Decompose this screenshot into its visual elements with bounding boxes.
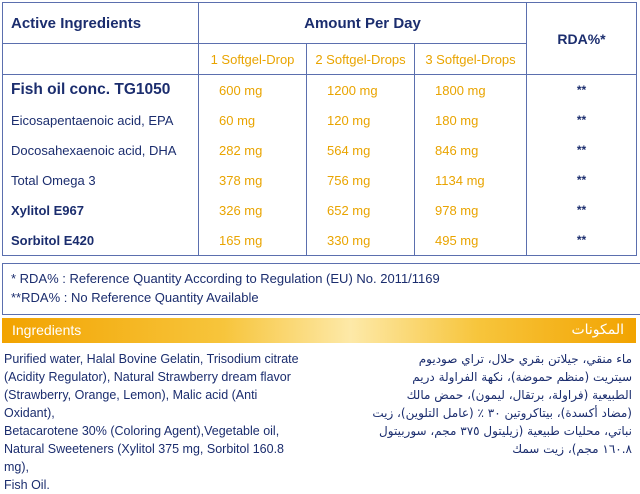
- row-rda: **: [527, 165, 637, 195]
- row-value-2: 120 mg: [307, 105, 415, 135]
- row-value-3: 1800 mg: [415, 75, 527, 106]
- ingredients-english: [4, 350, 304, 494]
- ingredient-line-en: Fish Oil.: [4, 478, 50, 492]
- row-value-3: 978 mg: [415, 195, 527, 225]
- ingredient-line-en: Natural Sweeteners (Xylitol 375 mg, Sorbitol 160.8 mg),: [4, 442, 285, 474]
- row-value-3: 846 mg: [415, 135, 527, 165]
- row-rda: **: [527, 225, 637, 256]
- row-name: Docosahexaenoic acid, DHA: [3, 135, 199, 165]
- row-value-1: 60 mg: [199, 105, 307, 135]
- table-row: [3, 135, 637, 165]
- dose-1: 1 Softgel-Drop: [199, 44, 307, 75]
- row-rda: **: [527, 195, 637, 225]
- nutrition-table-panel: [2, 2, 636, 306]
- table-row: [3, 225, 637, 256]
- row-name: Fish oil conc. TG1050: [3, 75, 199, 106]
- ingredient-line-ar: (مضاد أكسدة)، بيتاكروتين ٣٠ ٪ (عامل التلوين)، زيت: [372, 406, 632, 420]
- dose-spacer: [3, 44, 199, 75]
- row-name: Xylitol E967: [3, 195, 199, 225]
- ingredient-line-en: (Strawberry, Orange, Lemon), Malic acid (Anti Oxidant),: [4, 388, 258, 420]
- row-value-1: 165 mg: [199, 225, 307, 256]
- table-row: [3, 105, 637, 135]
- row-value-1: 378 mg: [199, 165, 307, 195]
- table-row: [3, 165, 637, 195]
- header-rda: RDA%*: [527, 3, 637, 75]
- ingredient-line-ar: سيتريت (منظم حموضة)، نكهة الفراولة دريم: [412, 370, 632, 384]
- dose-3: 3 Softgel-Drops: [415, 44, 527, 75]
- row-rda: **: [527, 75, 637, 106]
- row-name: Sorbitol E420: [3, 225, 199, 256]
- row-value-3: 1134 mg: [415, 165, 527, 195]
- rda-note-1: * RDA% : Reference Quantity According to Regulation (EU) No. 2011/1169: [11, 271, 440, 286]
- row-value-2: 564 mg: [307, 135, 415, 165]
- row-value-2: 330 mg: [307, 225, 415, 256]
- table-row: [3, 195, 637, 225]
- nutrition-table: [2, 2, 637, 256]
- row-name: Total Omega 3: [3, 165, 199, 195]
- ingredient-line-ar: ١٦٠.٨ مجم)، زيت سمك: [512, 442, 632, 456]
- row-value-3: 495 mg: [415, 225, 527, 256]
- ingredient-line-en: Purified water, Halal Bovine Gelatin, Trisodium citrate: [4, 352, 299, 366]
- ingredient-line-ar: ماء منقي، جيلاتن بقري حلال، تراي صوديوم: [418, 352, 632, 366]
- ingredient-line-ar: الطبيعية (فراولة، برتقال، ليمون)، حمض مالك: [406, 388, 632, 402]
- row-value-2: 652 mg: [307, 195, 415, 225]
- header-amount-per-day: Amount Per Day: [199, 3, 527, 44]
- ingredient-line-en: (Acidity Regulator), Natural Strawberry dream flavor: [4, 370, 291, 384]
- row-rda: **: [527, 105, 637, 135]
- ingredients-title-ar: المكونات: [571, 322, 624, 338]
- table-row: [3, 75, 637, 106]
- ingredients-bar: [2, 318, 636, 343]
- ingredient-line-en: Betacarotene 30% (Coloring Agent),Vegetable oil,: [4, 424, 280, 438]
- rda-notes: [2, 263, 640, 315]
- row-value-1: 600 mg: [199, 75, 307, 106]
- ingredients-arabic: [332, 350, 632, 458]
- dose-2: 2 Softgel-Drops: [307, 44, 415, 75]
- rda-note-2: **RDA% : No Reference Quantity Available: [11, 290, 259, 305]
- row-value-2: 1200 mg: [307, 75, 415, 106]
- row-rda: **: [527, 135, 637, 165]
- ingredient-line-ar: نباتي، محليات طبيعية (زيليتول ٣٧٥ مجم، سوربيتول: [379, 424, 632, 438]
- row-name: Eicosapentaenoic acid, EPA: [3, 105, 199, 135]
- ingredients-title-en: Ingredients: [12, 322, 82, 338]
- row-value-3: 180 mg: [415, 105, 527, 135]
- row-value-2: 756 mg: [307, 165, 415, 195]
- row-value-1: 282 mg: [199, 135, 307, 165]
- header-active-ingredients: Active Ingredients: [3, 3, 199, 44]
- row-value-1: 326 mg: [199, 195, 307, 225]
